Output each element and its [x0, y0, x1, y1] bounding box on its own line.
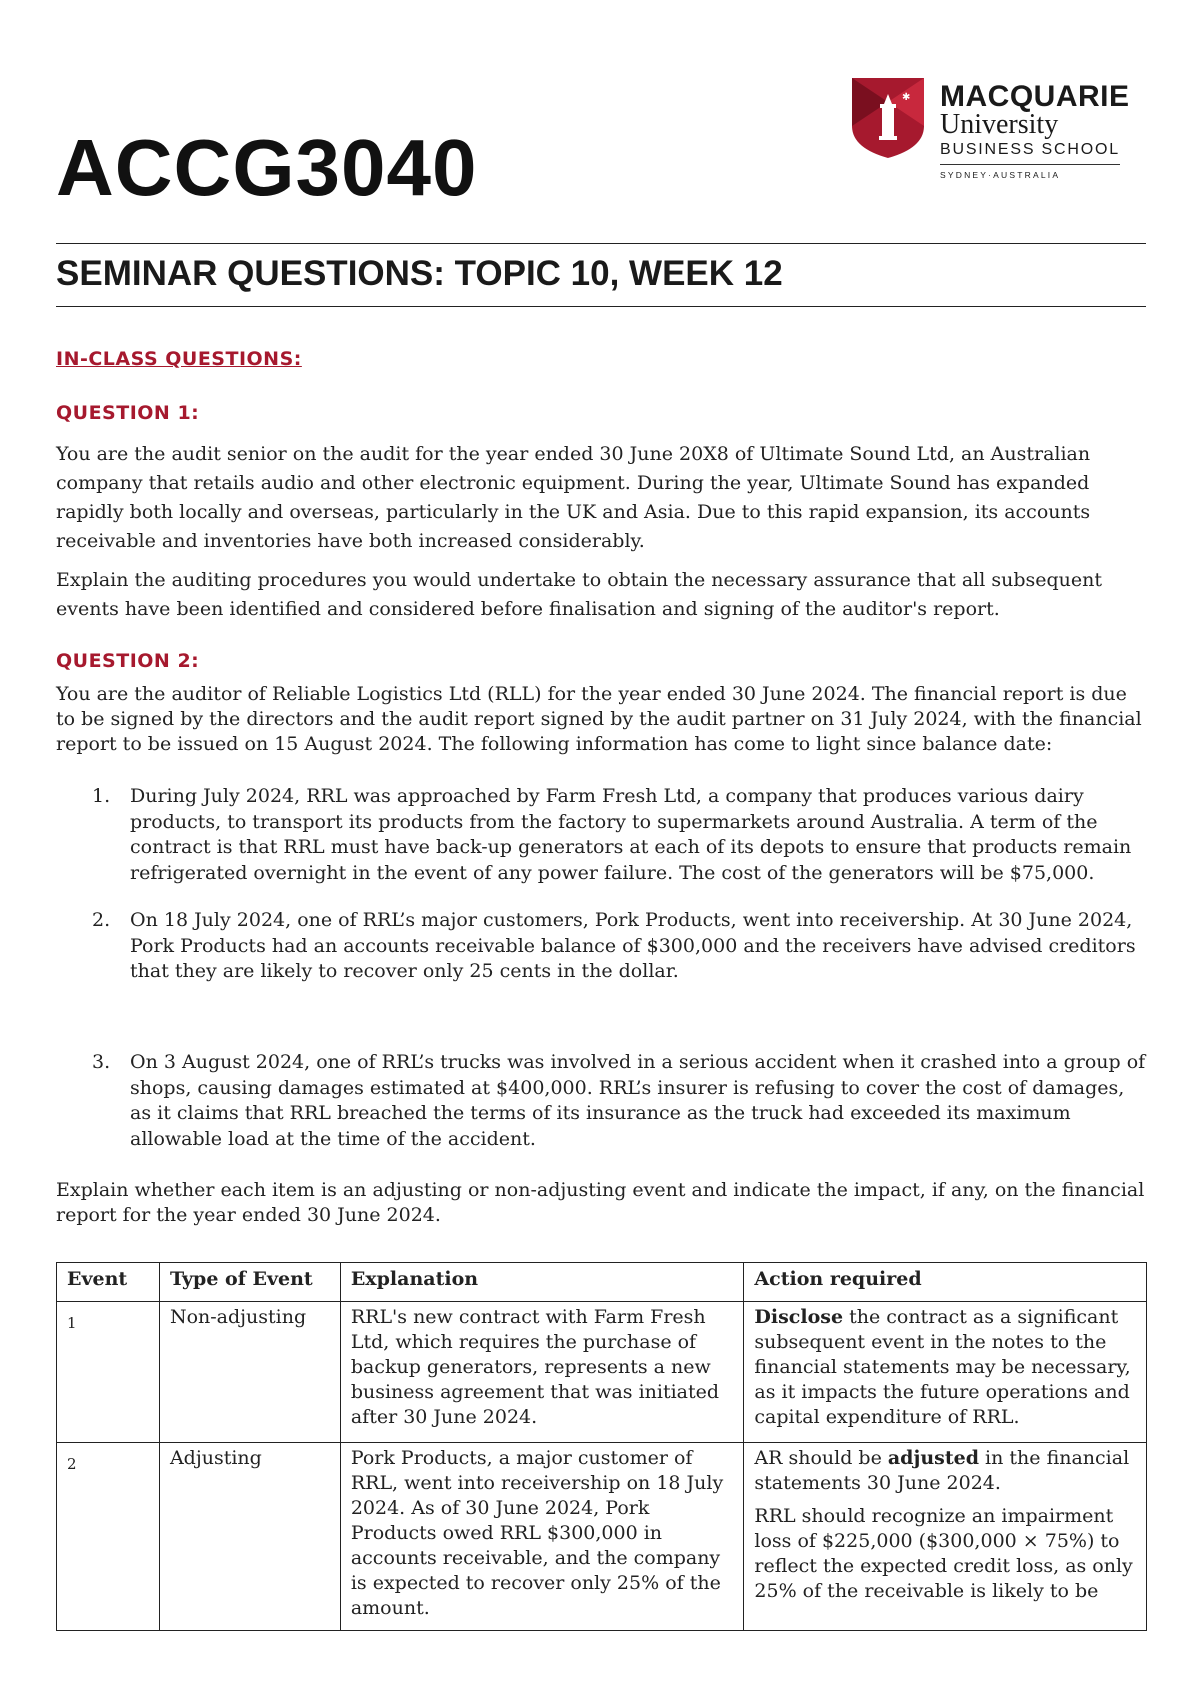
list-item-text: During July 2024, RRL was approached by Farm Fresh Ltd, a company that produces various dairy products, to transport its products from the factory to supermarkets around Australia. A term of the contract is that RRL must have back-up generators at each of its depots to ensure that products remain refrigerated overnight in the event of any power failure. The cost of the generators will be $75,000. [130, 785, 1132, 884]
table-row [57, 1302, 1147, 1443]
event-type: Non-adjusting [159, 1302, 340, 1443]
page-subtitle: SEMINAR QUESTIONS: TOPIC 10, WEEK 12 [56, 254, 783, 293]
question-1-paragraph-1: You are the audit senior on the audit for the year ended 30 June 20X8 of Ultimate Sound Ltd, an Australian company that retails audio and other electronic equipment. During the year, Ultimate Sound has expanded rapidly both locally and overseas, particularly in the UK and Asia. Due to this rapid expansion, its accounts receivable and inventories have both increased considerably. [56, 443, 1091, 552]
event-action [744, 1443, 1147, 1631]
question-1-heading: QUESTION 1: [56, 402, 200, 424]
list-item-text: On 3 August 2024, one of RRL’s trucks was involved in a serious accident when it crashed into a group of shops, causing damages estimated at $400,000. RRL’s insurer is refusing to cover the cost of damages, as it claims that RRL breached the terms of its insurance as the truck had exceeded its maximum allowable load at the time of the accident. [130, 1051, 1146, 1150]
in-class-heading: IN-CLASS QUESTIONS: [56, 348, 302, 370]
column-header-explanation: Explanation [340, 1263, 744, 1302]
action-emphasis: adjusted [887, 1447, 980, 1469]
svg-text:✱: ✱ [902, 92, 911, 103]
action-paragraph [754, 1446, 1136, 1496]
list-item-number: 3. [92, 1051, 111, 1073]
event-number: 1 [57, 1302, 160, 1443]
list-item-text: On 18 July 2024, one of RRL’s major customers, Pork Products, went into receivership. At 30 June 2024, Pork Products had an accounts receivable balance of $300,000 and the receivers have advised creditors that they are likely to recover only 25 cents in the dollar. [130, 909, 1136, 982]
event-action [744, 1302, 1147, 1443]
table-row [57, 1443, 1147, 1631]
list-item-number: 1. [92, 785, 111, 807]
question-1-paragraph-2: Explain the auditing procedures you would undertake to obtain the necessary assurance that all subsequent events have been identified and considered before finalisation and signing of the auditor's report. [56, 569, 1103, 620]
column-header-type: Type of Event [159, 1263, 340, 1302]
action-text: the contract as a significant subsequent event in the notes to the financial statements may be necessary, as it impacts the future operations and capital expenditure of RRL. [754, 1306, 1131, 1428]
logo-line-business-school: BUSINESS SCHOOL [940, 141, 1120, 158]
top-rule [56, 243, 1146, 244]
university-crest-icon [852, 78, 924, 158]
action-emphasis: Disclose [754, 1306, 844, 1328]
action-text: in the financial statements 30 June 2024. [754, 1447, 1130, 1494]
logo-line-macquarie: MACQUARIE [940, 80, 1130, 113]
course-code: ACCG3040 [56, 123, 478, 212]
question-2-closing: Explain whether each item is an adjusting or non-adjusting event and indicate the impact, if any, on the financial report for the year ended 30 June 2024. [56, 1179, 1145, 1226]
event-number: 2 [57, 1443, 160, 1631]
list-item-number: 2. [92, 909, 111, 931]
column-header-action: Action required [744, 1263, 1147, 1302]
table-header-row [57, 1263, 1147, 1302]
event-explanation: RRL's new contract with Farm Fresh Ltd, which requires the purchase of backup generators, represents a new business agreement that was initiated after 30 June 2024. [340, 1302, 744, 1443]
question-2-intro: You are the auditor of Reliable Logistics Ltd (RLL) for the year ended 30 June 2024. The financial report is due to be signed by the directors and the audit report signed by the audit partner on 31 July 2024, with the financial report to be issued on 15 August 2024. The following information has come to light since balance date: [56, 683, 1142, 755]
column-header-event: Event [57, 1263, 160, 1302]
logo-line-university: University [940, 109, 1059, 140]
logo-line-location: SYDNEY·AUSTRALIA [940, 170, 1061, 180]
question-2-heading: QUESTION 2: [56, 650, 200, 672]
subtitle-rule [56, 306, 1146, 307]
logo-divider [940, 164, 1120, 165]
macquarie-logo [852, 78, 1130, 182]
event-explanation: Pork Products, a major customer of RRL, went into receivership on 18 July 2024. As of 30 June 2024, Pork Products owed RRL $300,000 in accounts receivable, and the company is expected to recover only 25% of the amount. [340, 1443, 744, 1631]
events-table [56, 1262, 1147, 1631]
action-paragraph: RRL should recognize an impairment loss of $225,000 ($300,000 × 75%) to reflect the expected credit loss, as only 25% of the receivable is likely to be [754, 1505, 1133, 1602]
action-text: AR should be [754, 1447, 888, 1469]
event-type: Adjusting [159, 1443, 340, 1631]
